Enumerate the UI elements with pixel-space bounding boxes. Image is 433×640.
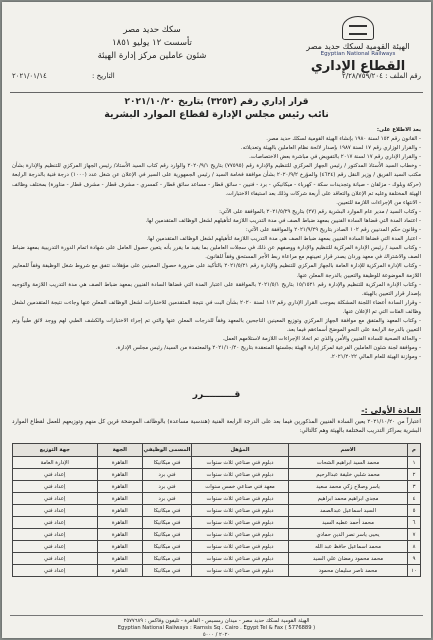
- table-body: [13, 457, 421, 577]
- table-cell: إعداد فني: [13, 565, 98, 577]
- table-header-row: [13, 444, 421, 457]
- table-cell: ١٠: [408, 565, 421, 577]
- file-number-value: ٢/٢٨/٧٥٩/٢٠٤: [341, 72, 383, 80]
- table-cell: القاهرة: [97, 505, 143, 517]
- table-cell: فني ميكانيكا: [143, 529, 192, 541]
- railways-logo: [299, 16, 417, 74]
- table-cell: محمد محمود رمضان علي السيد: [289, 553, 408, 565]
- table-cell: دبلوم فني صناعي ثلاث سنوات: [192, 457, 289, 469]
- preamble-paragraph: - وخطاب السيد الأستاذ المدكتور / رئيس الجهاز المركزي للتنظيم والإدارة رقم (٧٧٥٩٥) بتاريخ ٢٠٢٠/٩/١ والوارد رقم كتاب السيد الأستاذ/ رئيس الجهاز المركزي للتنظيم والإدارة بشأن مكتب السيد الفريق / وزير النقل رقم (٤٦٢٤) والمؤرخ ٢٠٢٠/٩/٢ بشأن موافقة فخامة السيد / رئيس الجمهورية على السير في الإعلان عن شغل عدد (١٠٠٠) درجة فنية بالدرجة الرابعة (حركة وبلوك - مزلقان - صيانة وتجديدات سكة - كهرباء - ميكانيكي - برد - فنيين - سائق قطار - مساعد سائق قطار - كمسري - مشرف قطار - مشرف قطار - مناورة) بمختلف وظائف الهيئة المختلفة وعليه تم الإعلان والتعاقد على أربعة شركات وذلك بعد استيفاء الاختبارات.: [12, 163, 421, 197]
- footer-code: ٢٠٢٠ / ٥٠٠٠: [202, 632, 231, 638]
- preamble-paragraph: - اعتبار المدة التي قضاها السادة الفنيين بمعهد ضباط الصف هي مدة التدريب اللازمة لتأهيلهم لشغل الوظائف المتقدمين لها.: [146, 236, 421, 243]
- table-cell: إعداد فني: [13, 529, 98, 541]
- preamble-paragraph: - والقرار الإداري رقم ١٧ لسنة ٢٠١٧ بالتفويض في مباشرة بعض الاختصاصات.: [249, 154, 421, 161]
- table-cell: القاهرة: [97, 493, 143, 505]
- sender-block: [72, 24, 232, 63]
- table-row: [13, 529, 421, 541]
- table-cell: فني برد: [143, 493, 192, 505]
- table-cell: القاهرة: [97, 529, 143, 541]
- table-cell: محمد السيد ابراهيم الشحات: [289, 457, 408, 469]
- table-cell: القاهرة: [97, 541, 143, 553]
- table-cell: ٦: [408, 517, 421, 529]
- file-number: [342, 72, 421, 80]
- table-cell: معهد فني صناعي خمس سنوات: [192, 481, 289, 493]
- footer-address-english: Egyptian National Railways : Ramsis Sq . Cairo . Egypt Tel & Fax ( 5776889 ): [117, 625, 316, 631]
- table-cell: ياسر وصلاح زكي محمد سعيد: [289, 481, 408, 493]
- table-cell: دبلوم فني صناعي ثلاث سنوات: [192, 517, 289, 529]
- logo-english-name: Egyptian National Railways: [320, 51, 396, 57]
- table-cell: فني ميكانيكا: [143, 541, 192, 553]
- preamble-paragraph: - وقرار السادة أعضاء اللجنة المشكلة بموجب القرار الإداري رقم ١١٢ لسنة ٢٠٢٠ بشأن البت في نتيجة المتقدمين للاختبارات لشغل الوظائف المعلن عنها وجاءت نتيجة المتقدمين لشغل وظائف الفئات التي تم الإعلان عنها.: [12, 299, 421, 315]
- table-cell: إعداد فني: [13, 481, 98, 493]
- preamble-paragraph: - وكتاب المعهد والمتفق مع موافقة الجهاز المركزي وتوزيع المعينين الناجحين بالمعهد وفقاً للدرجات المعلن عنها والتي تم إجراء الاختبارات والكشف الطبي لهم ووجد لائق طبياً وتم التعيين بالدرجة الرابعة على النحو الموضح أسماءهم فيما بعد.: [12, 317, 421, 334]
- column-header: الجهة: [97, 444, 143, 457]
- column-header: المؤهل: [192, 444, 289, 457]
- table-cell: القاهرة: [97, 553, 143, 565]
- document-page: [2, 2, 431, 638]
- table-cell: إعداد فني: [13, 493, 98, 505]
- table-cell: فني برد: [143, 481, 192, 493]
- header-divider: [10, 92, 423, 93]
- preamble-paragraph: - الانتهاء من الإجراءات اللازمة للتعيين.: [336, 199, 421, 206]
- logo-department: القطاع الإداري: [310, 59, 406, 74]
- column-header: جهة التوزيع: [13, 444, 98, 457]
- table-cell: فني ميكانيكا: [143, 505, 192, 517]
- table-cell: إعداد فني: [13, 469, 98, 481]
- letterhead-footer: [10, 615, 423, 638]
- sender-line: شئون عاملين مركز إدارة الهيئة: [97, 51, 207, 61]
- table-cell: فني برد: [143, 469, 192, 481]
- table-row: [13, 553, 421, 565]
- table-cell: دبلوم فني صناعي ثلاث سنوات: [192, 505, 289, 517]
- table-cell: السيد اسماعيل عبدالصمد: [289, 505, 408, 517]
- table-row: [13, 565, 421, 577]
- preamble-paragraph: - القانون رقم ١٥٢ لسنة ١٩٨٠ بإنشاء الهيئة القومية لسكك حديد مصر.: [266, 136, 421, 143]
- date-label: التاريخ :: [92, 72, 115, 80]
- table-cell: إعداد فني: [13, 517, 98, 529]
- table-cell: القاهرة: [97, 565, 143, 577]
- table-cell: ٩: [408, 553, 421, 565]
- table-cell: ٤: [408, 493, 421, 505]
- sender-line: تأسست ١٢ يوليو ١٨٥١: [112, 38, 192, 48]
- decision-number: قرار إداري رقم (٣٢٥٣) بتاريخ ٢٠٢١/١٠/٢٠: [124, 97, 309, 107]
- table-cell: محمد اسماعيل حافظ عبد الله: [289, 541, 408, 553]
- preamble: [12, 126, 421, 426]
- footer-address-arabic: الهيئة القومية لسكك حديد مصر - ميدان رمسيس - القاهرة - تليفون وفاكس : ٢٥٧٧٦٨٩: [123, 618, 310, 624]
- file-meta: [12, 72, 421, 86]
- table-cell: ٣: [408, 481, 421, 493]
- decides-heading: قــــــــــرر: [192, 390, 241, 400]
- table-cell: إعداد فني: [13, 553, 98, 565]
- table-cell: الإدارة العامة: [13, 457, 98, 469]
- letterhead: [2, 12, 431, 90]
- document-title: نائب رئيس مجلس الإدارة لقطاع الموارد البشرية: [104, 109, 329, 120]
- logo-arabic-name: الهيئة القومية لسكك حديد مصر: [306, 42, 410, 51]
- table-cell: إعداد فني: [13, 505, 98, 517]
- preamble-paragraph: - وكتاب السيد / مدير عام الموارد البشرية رقم (٢٧) بتاريخ ٢٠٢١/٥/٢٩ بالموافقة على الآتي:: [219, 208, 421, 215]
- table-cell: يحيى ياسر نصر الدين حمادي: [289, 529, 408, 541]
- table-cell: دبلوم فني صناعي ثلاث سنوات: [192, 493, 289, 505]
- column-header: م: [408, 444, 421, 457]
- table-row: [13, 493, 421, 505]
- table-cell: القاهرة: [97, 517, 143, 529]
- table-cell: فني ميكانيكا: [143, 517, 192, 529]
- table-cell: فني ميكانيكا: [143, 457, 192, 469]
- table-cell: ٧: [408, 529, 421, 541]
- table-cell: القاهرة: [97, 469, 143, 481]
- table-cell: فني ميكانيكا: [143, 553, 192, 565]
- file-number-label: رقم الملف :: [385, 72, 421, 80]
- table-cell: دبلوم فني صناعي ثلاث سنوات: [192, 529, 289, 541]
- table-cell: دبلوم فني صناعي ثلاث سنوات: [192, 541, 289, 553]
- table-row: [13, 541, 421, 553]
- train-logo-icon: [342, 16, 374, 40]
- table-cell: دبلوم فني صناعي ثلاث سنوات: [192, 553, 289, 565]
- preamble-paragraph: - وكتاب السيد / رئيس الإدارة المركزية للتنظيم والإدارة ووصفهم عن ذلك في سجلات العاملين بما يفيد ما يقرر بأنه يتعين حصول العامل على شهادة اتمام الدورة التدريبية بمعهد ضباط الصف والاشتراك في معهد وردان يصدر قرار تعيينهم مع مراعاة ربط الأجر المستحق وفقاً للقانون.: [12, 245, 421, 261]
- preamble-paragraph: - وموافقة لجنة شئون العاملين الفرعية لمركز إدارة الهيئة بجلستها المنعقدة بتاريخ ٢٠٢١/١٠/٢٠ والمعتمدة من السيد/ رئيس مجلس الإدارة.: [115, 345, 421, 352]
- sender-line: سكك حديد مصر: [123, 25, 181, 35]
- table-cell: القاهرة: [97, 457, 143, 469]
- article-one-text: اعتباراً من ٢٠٢١/١٠/٢٠ يعين السادة الفنيين المذكورين فيما بعد على الدرجة الرابعة الفنية (هندسية مساعدة) بالوظائف الموضحة قرين كل منهم وتوزيعهم للعمل لقطاع الموارد البشرية بمراكز التدريب المختلفة بالهيئة وهم كالتالي:: [12, 419, 421, 434]
- appointees-table: [12, 443, 421, 577]
- preamble-paragraph: - اعتماد المدة التي قضاها السادة الفنيين بمعهد ضباط الصف في مدة التدريب اللازمة لتأهيلهم لشغل الوظائف المتقدمين لها.: [145, 217, 421, 224]
- table-cell: دبلوم فني صناعي ثلاث سنوات: [192, 469, 289, 481]
- column-header: الاسم: [289, 444, 408, 457]
- table-cell: محمد أحمد عطيه السيد: [289, 517, 408, 529]
- column-header: المسمى الوظيفي: [143, 444, 192, 457]
- table-cell: إعداد فني: [13, 541, 98, 553]
- article-one-heading: المادة الأولى :-: [361, 406, 421, 415]
- preamble-paragraph: - وقانون حكم المدنيين رقم ١٠٢ الصادر بتاريخ ٢٠٢١/٩/٢٩ والموافقة على الآتي:: [245, 227, 421, 234]
- table-row: [13, 505, 421, 517]
- table-cell: ٨: [408, 541, 421, 553]
- date-value: ٢٠٢١/٠١/١٤: [12, 72, 47, 80]
- table-cell: محمد ناصر سليمان محمود: [289, 565, 408, 577]
- preamble-paragraph: - والحالة الصحية للسادة الفنيين والأمن والذي تم اتخاذ الإجراءات اللازمة لاستلامهم العمل.: [222, 336, 421, 343]
- table-cell: محمد شلبي خليفة عبدالرحيم: [289, 469, 408, 481]
- table-cell: ٢: [408, 469, 421, 481]
- preamble-paragraph: - والقرار الوزاري رقم ١٧ لسنة ١٩٨٧ بإصدار لائحة نظام العاملين بالهيئة وتعديلاته.: [240, 145, 421, 152]
- after-review-label: بعد الاطلاع على:: [376, 127, 421, 133]
- table-row: [13, 469, 421, 481]
- table-cell: فني ميكانيكا: [143, 565, 192, 577]
- preamble-paragraph: - وموازنة الهيئة للعام المالي ٢٠٢١/٢٠٢٢.: [330, 354, 421, 361]
- table-row: [13, 457, 421, 469]
- table-cell: مجدي ابراهيم محمد ابراهيم: [289, 493, 408, 505]
- table-cell: دبلوم فني صناعي ثلاث سنوات: [192, 565, 289, 577]
- preamble-paragraph: - وكتاب الإدارة المركزية للإدارة العامة بالجهاز المركزي للتنظيم والإدارة رقم ٢٠٢١/٥/٢١ بالتأكيد على ضرورة حصول المعينين على مؤهلات تتفق مع شروط شغل الوظيفة وفقاً للمعايير اللازمة الموضوعة للوظيفة والتعيين بالدرجة المعلن عنها.: [12, 263, 421, 279]
- preamble-paragraph: - وكتاب الإدارة المركزية للتنظيم والإدارة رقم ١٥/١٥٢١ بتاريخ ٢٠٢١/٥/١ بالموافقة على اعتبار المدة التي قضاها السادة الفنيين بمعهد ضباط الصف هي مدة التدريب اللازمة والتوجيه بإصدار قرار التعيين بالهيئة.: [12, 281, 421, 297]
- table-cell: ١: [408, 457, 421, 469]
- table-cell: القاهرة: [97, 481, 143, 493]
- table-cell: ٥: [408, 505, 421, 517]
- table-row: [13, 481, 421, 493]
- table-row: [13, 517, 421, 529]
